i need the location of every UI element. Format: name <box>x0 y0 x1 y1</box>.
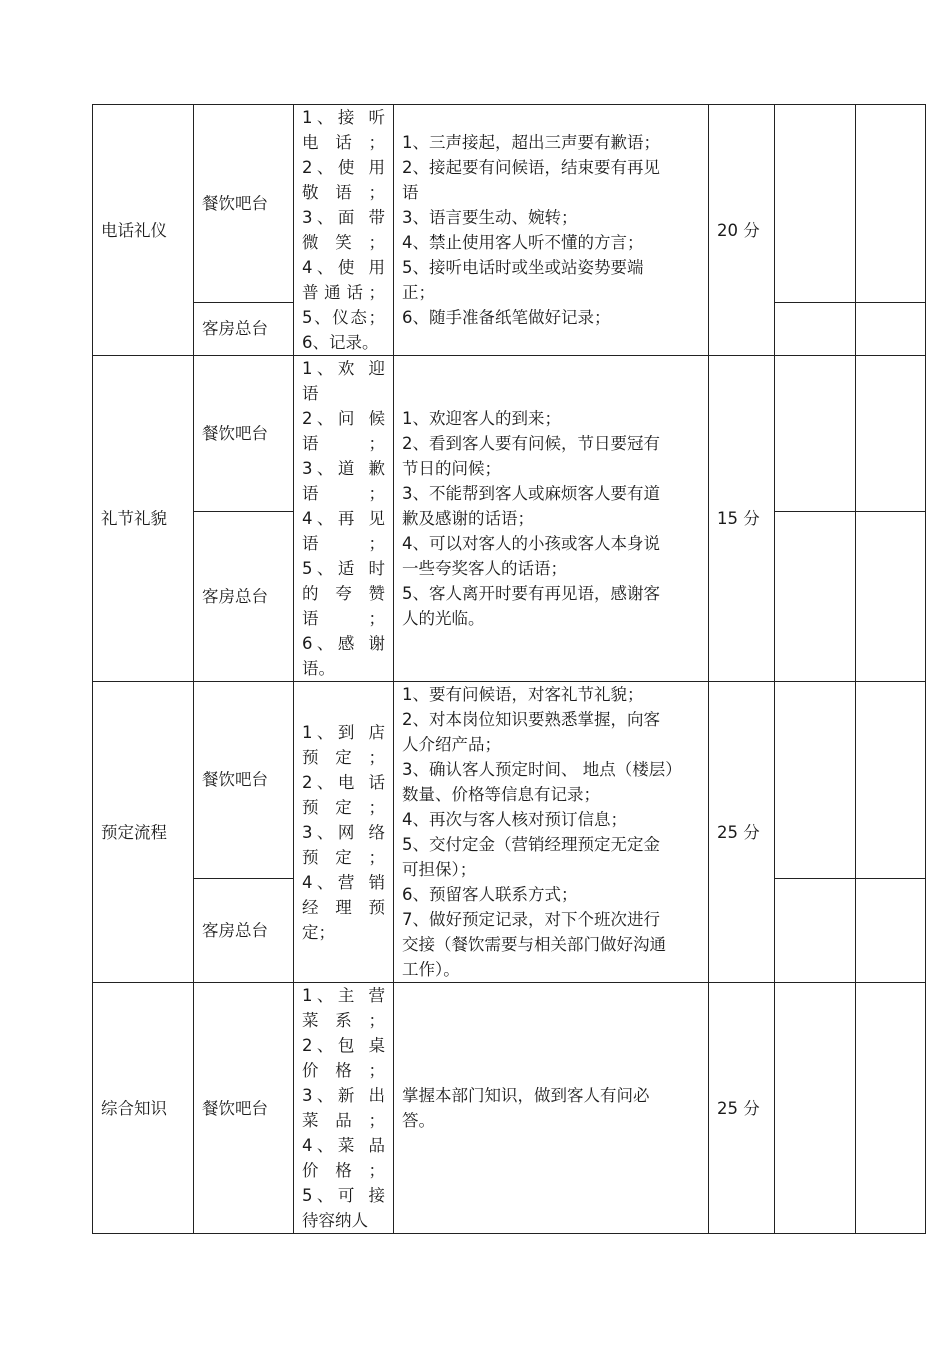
requirement-line: 节日的问候； <box>402 459 501 478</box>
blank-cell <box>856 878 926 982</box>
item-line: 5、可 接 <box>302 1186 385 1205</box>
blank-cell <box>775 511 856 681</box>
requirement-line: 3、不能帮到客人或麻烦客人要有道 <box>402 484 660 503</box>
requirement-line: 1、三声接起，超出三声要有歉语； <box>402 133 660 152</box>
item-line: 1、到 店 <box>302 722 385 742</box>
requirement-line: 5、交付定金（营销经理预定无定金 <box>402 835 660 854</box>
item-line: 1、接 听 <box>302 108 385 127</box>
department-cell: 客房总台 <box>194 511 294 681</box>
table-row <box>93 682 926 879</box>
item-line: 3、新 出 <box>302 1086 385 1105</box>
item-line: 6、感 谢 <box>302 634 385 653</box>
requirement-line: 7、做好预定记录，对下个班次进行 <box>402 910 660 929</box>
requirement-line: 6、随手准备纸笔做好记录； <box>402 308 611 327</box>
blank-cell <box>775 302 856 355</box>
item-line: 5、仪态； <box>302 308 385 327</box>
requirements-cell <box>394 105 709 356</box>
item-line: 2、使 用 <box>302 158 385 177</box>
item-line: 2、电 话 <box>302 772 385 792</box>
requirements-cell <box>394 983 709 1234</box>
blank-cell <box>856 356 926 512</box>
item-line: 普通话； <box>302 283 385 302</box>
requirement-line: 歉及感谢的话语； <box>402 509 534 528</box>
blank-cell <box>775 682 856 879</box>
item-line: 2、包 桌 <box>302 1036 385 1055</box>
requirement-line: 交接（餐饮需要与相关部门做好沟通 <box>402 935 666 954</box>
department-cell: 餐饮吧台 <box>194 105 294 303</box>
item-line: 价格； <box>302 1161 385 1180</box>
item-line: 语。 <box>302 659 335 678</box>
requirement-line: 2、看到客人要有问候，节日要冠有 <box>402 434 660 453</box>
requirement-line: 人介绍产品； <box>402 735 501 754</box>
requirement-line: 1、欢迎客人的到来； <box>402 409 561 428</box>
requirement-line: 5、客人离开时要有再见语，感谢客 <box>402 584 660 603</box>
requirement-line: 人的光临。 <box>402 609 485 628</box>
item-line: 微笑； <box>302 233 385 252</box>
item-line: 4、使 用 <box>302 258 385 277</box>
blank-cell <box>856 302 926 355</box>
requirement-line: 3、语言要生动、婉转； <box>402 208 578 227</box>
items-cell <box>294 983 394 1234</box>
table-row <box>93 356 926 512</box>
item-line: 经 理 预 <box>302 897 385 917</box>
requirement-line: 语 <box>402 183 419 202</box>
score-cell: 25 分 <box>709 682 775 983</box>
blank-cell <box>775 878 856 982</box>
item-line: 菜品； <box>302 1111 385 1130</box>
item-line: 1、欢 迎 <box>302 359 385 378</box>
items-cell <box>294 105 394 356</box>
item-line: 菜系； <box>302 1011 385 1030</box>
blank-cell <box>856 511 926 681</box>
department-cell: 客房总台 <box>194 302 294 355</box>
department-cell: 餐饮吧台 <box>194 983 294 1234</box>
item-line: 3、道 歉 <box>302 459 385 478</box>
requirement-line: 1、要有问候语，对客礼节礼貌； <box>402 685 644 704</box>
item-line: 预定； <box>302 847 385 867</box>
item-line: 价格； <box>302 1061 385 1080</box>
requirement-line: 数量、价格等信息有记录； <box>402 785 600 804</box>
requirements-cell <box>394 682 709 983</box>
item-line: 3、网 络 <box>302 822 385 842</box>
item-line: 敬语； <box>302 183 385 202</box>
score-cell: 20 分 <box>709 105 775 356</box>
items-cell <box>294 356 394 682</box>
item-line: 6、记录。 <box>302 333 379 352</box>
score-cell: 15 分 <box>709 356 775 682</box>
requirement-line: 4、可以对客人的小孩或客人本身说 <box>402 534 660 553</box>
requirement-line: 5、接听电话时或坐或站姿势要端 <box>402 258 644 277</box>
table-row <box>93 105 926 303</box>
item-line: 语； <box>302 484 385 503</box>
item-line: 电话； <box>302 133 385 152</box>
blank-cell <box>775 105 856 303</box>
item-line: 4、再 见 <box>302 509 385 528</box>
item-line: 1、主 营 <box>302 986 385 1005</box>
requirement-line: 2、接起要有问候语，结束要有再见 <box>402 158 660 177</box>
requirement-line: 3、确认客人预定时间、 地点（楼层） <box>402 760 682 779</box>
blank-cell <box>856 983 926 1234</box>
requirement-line: 6、预留客人联系方式； <box>402 885 578 904</box>
category-cell: 预定流程 <box>93 682 194 983</box>
item-line: 定； <box>302 922 335 942</box>
requirement-line: 掌握本部门知识，做到客人有问必 <box>402 1086 650 1105</box>
blank-cell <box>856 105 926 303</box>
requirement-line: 工作）。 <box>402 960 460 979</box>
item-line: 语； <box>302 534 385 553</box>
category-cell: 电话礼仪 <box>93 105 194 356</box>
item-line: 语； <box>302 434 385 453</box>
department-cell: 餐饮吧台 <box>194 356 294 512</box>
requirement-line: 答。 <box>402 1111 435 1130</box>
item-line: 预定； <box>302 797 385 817</box>
requirement-line: 一些夸奖客人的话语； <box>402 559 567 578</box>
score-cell: 25 分 <box>709 983 775 1234</box>
item-line: 待容纳人 <box>302 1211 368 1230</box>
requirement-line: 正； <box>402 283 435 302</box>
blank-cell <box>775 983 856 1234</box>
department-cell: 餐饮吧台 <box>194 682 294 879</box>
items-cell <box>294 682 394 983</box>
item-line: 4、菜 品 <box>302 1136 385 1155</box>
department-cell: 客房总台 <box>194 878 294 982</box>
evaluation-table <box>92 104 926 1234</box>
item-line: 语； <box>302 609 385 628</box>
blank-cell <box>775 356 856 512</box>
item-line: 5、适 时 <box>302 559 385 578</box>
item-line: 语 <box>302 384 319 403</box>
requirement-line: 4、禁止使用客人听不懂的方言； <box>402 233 644 252</box>
item-line: 的 夸 赞 <box>302 584 385 603</box>
requirement-line: 4、再次与客人核对预订信息； <box>402 810 627 829</box>
item-line: 预定； <box>302 747 385 767</box>
blank-cell <box>856 682 926 879</box>
item-line: 3、面 带 <box>302 208 385 227</box>
item-line: 2、问 候 <box>302 409 385 428</box>
requirement-line: 可担保）； <box>402 860 477 879</box>
category-cell: 综合知识 <box>93 983 194 1234</box>
item-line: 4、营 销 <box>302 872 385 892</box>
requirements-cell <box>394 356 709 682</box>
table-row <box>93 983 926 1234</box>
requirement-line: 2、对本岗位知识要熟悉掌握，向客 <box>402 710 660 729</box>
category-cell: 礼节礼貌 <box>93 356 194 682</box>
